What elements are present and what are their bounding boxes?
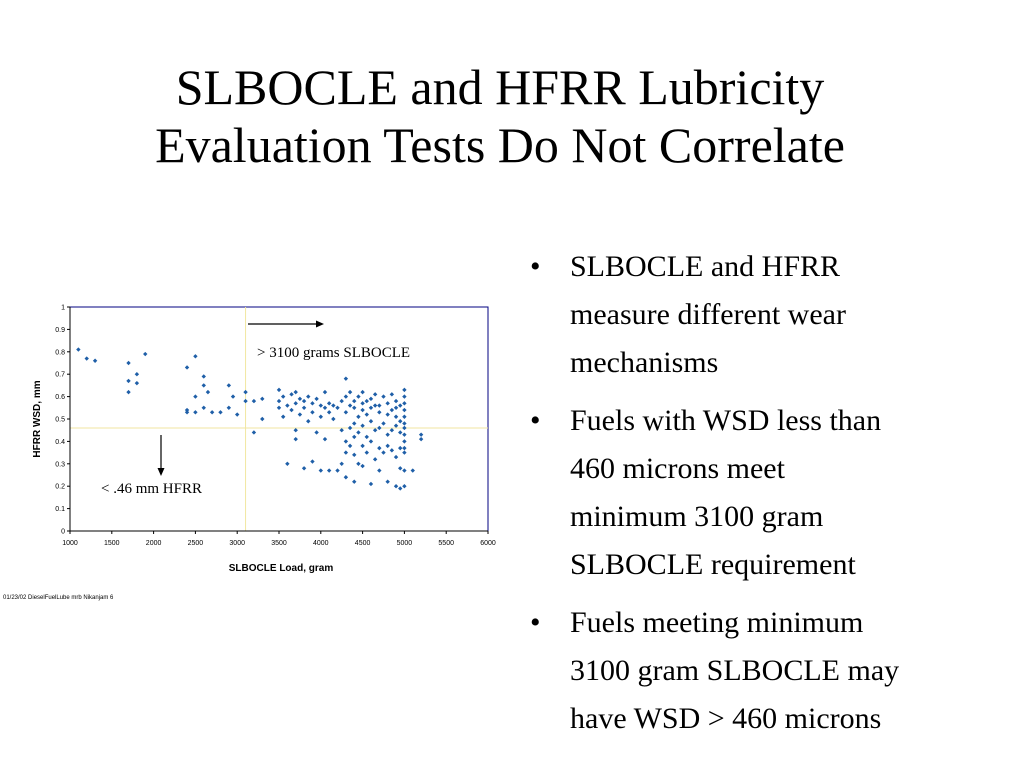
x-tick-label: 2500	[187, 540, 204, 547]
scatter-chart	[0, 290, 510, 610]
bullet-item	[528, 599, 1018, 743]
bullet-line: Fuels with WSD less than	[570, 404, 882, 437]
x-tick-label: 1000	[62, 540, 78, 547]
x-tick-label: 2000	[145, 540, 162, 547]
bullet-line: measure different wear	[570, 298, 846, 331]
y-tick-label: 0.3	[55, 461, 65, 469]
bullet-line: mechanisms	[570, 346, 719, 379]
bullet-marker: •	[530, 404, 541, 437]
x-axis-label: SLBOCLE Load, gram	[228, 563, 334, 574]
y-tick-label: 0.4	[55, 438, 65, 446]
y-tick-label: 0	[61, 528, 65, 536]
bullet-marker: •	[530, 250, 541, 283]
y-axis-label: HFRR WSD, mm	[32, 380, 43, 458]
bullet-line: 3100 gram SLBOCLE may	[570, 654, 900, 687]
y-tick-label: 0.1	[55, 506, 65, 514]
x-axis-ticks	[61, 528, 496, 547]
x-tick-label: 3000	[229, 540, 245, 547]
slide-title	[0, 58, 1000, 174]
bullet-line: 460 microns meet	[570, 452, 785, 485]
bullet-line: have WSD > 460 microns	[570, 702, 882, 735]
title-line-1: SLBOCLE and HFRR Lubricity	[175, 59, 825, 115]
x-tick-label: 4000	[313, 540, 329, 547]
y-axis-ticks	[55, 305, 70, 536]
x-tick-label: 1500	[104, 540, 120, 547]
x-tick-label: 5000	[396, 540, 413, 547]
x-tick-label: 3500	[271, 540, 287, 547]
y-tick-label: 0.8	[55, 349, 65, 357]
x-tick-label: 4500	[354, 540, 371, 547]
bullet-line: SLBOCLE requirement	[570, 548, 856, 581]
bullet-marker: •	[530, 606, 541, 639]
slbocle-annotation: > 3100 grams SLBOCLE	[257, 345, 411, 361]
y-tick-label: 0.7	[55, 371, 65, 379]
y-tick-label: 1	[61, 304, 65, 312]
bullet-line: SLBOCLE and HFRR	[570, 250, 841, 283]
y-tick-label: 0.9	[55, 326, 65, 334]
y-tick-label: 0.5	[55, 416, 65, 424]
x-tick-label: 6000	[480, 540, 496, 547]
y-tick-label: 0.2	[55, 483, 65, 491]
title-line-2: Evaluation Tests Do Not Correlate	[155, 117, 845, 173]
bullet-list	[528, 243, 1018, 753]
hfrr-annotation: < .46 mm HFRR	[101, 481, 202, 497]
bullet-line: Fuels meeting minimum	[570, 606, 864, 639]
bullet-item	[528, 397, 1018, 589]
bullet-item	[528, 243, 1018, 387]
y-tick-label: 0.6	[55, 394, 65, 402]
plot-area	[70, 307, 488, 531]
x-tick-label: 5500	[438, 540, 454, 547]
bullet-line: minimum 3100 gram	[570, 500, 824, 533]
slide-footer: 01/23/02 DieselFuelLube mrb Nikanjam 6	[3, 595, 114, 601]
